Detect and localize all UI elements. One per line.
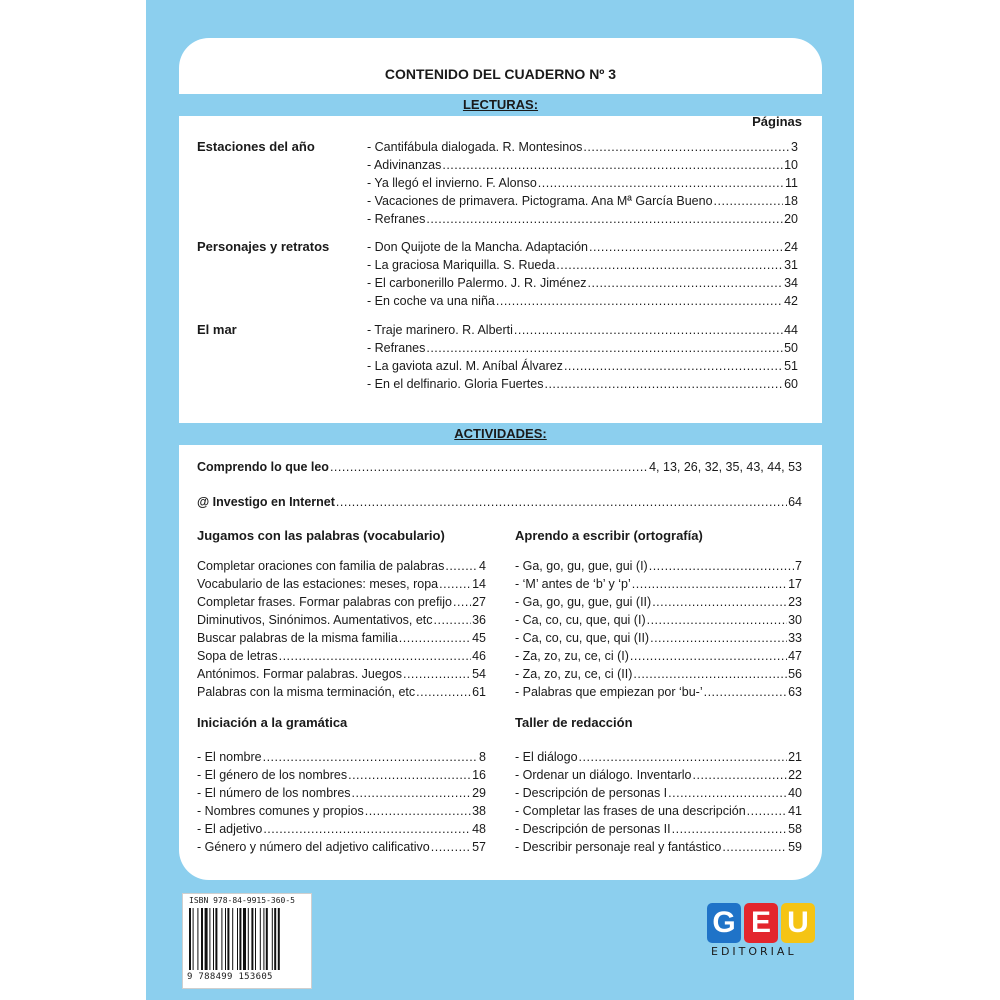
toc-entry: - Ca, co, cu, que, qui (II) ..... 33 bbox=[515, 629, 802, 647]
section-title-vocabulario: Jugamos con las palabras (vocabulario) bbox=[197, 528, 445, 543]
toc-entry: - La gaviota azul. M. Aníbal Álvarez ..... 51 bbox=[367, 357, 798, 375]
section-title-gramatica: Iniciación a la gramática bbox=[197, 715, 348, 730]
contents-panel bbox=[179, 38, 822, 880]
toc-entry: - La graciosa Mariquilla. S. Rueda ..... 31 bbox=[367, 256, 798, 274]
logo-subtitle: EDITORIAL bbox=[711, 945, 797, 958]
toc-entry-investigo: @ Investigo en Internet ..... 64 bbox=[197, 493, 802, 511]
section-title-ortografia: Aprendo a escribir (ortografía) bbox=[515, 528, 703, 543]
toc-entry: - El número de los nombres ..... 29 bbox=[197, 784, 486, 802]
toc-entry: - Refranes ..... 20 bbox=[367, 210, 798, 228]
toc-entry: - Za, zo, zu, ce, ci (II) ..... 56 bbox=[515, 665, 802, 683]
toc-entry: - Descripción de personas I ..... 40 bbox=[515, 784, 802, 802]
toc-entry: - Ga, go, gu, gue, gui (II) ..... 23 bbox=[515, 593, 802, 611]
toc-entry: - En coche va una niña ..... 42 bbox=[367, 292, 798, 310]
toc-entry: Antónimos. Formar palabras. Juegos ..... 54 bbox=[197, 665, 486, 683]
toc-entry: - El carbonerillo Palermo. J. R. Jiménez ..... 34 bbox=[367, 274, 798, 292]
toc-entry: - Vacaciones de primavera. Pictograma. Ana Mª García Bueno ..... 18 bbox=[367, 192, 798, 210]
toc-entry: - Completar las frases de una descripción ..... 41 bbox=[515, 802, 802, 820]
logo-letter-e: E bbox=[744, 903, 778, 943]
toc-entry: - El género de los nombres ..... 16 bbox=[197, 766, 486, 784]
toc-entry: - El nombre ..... 8 bbox=[197, 748, 486, 766]
category-estaciones: Estaciones del año bbox=[197, 139, 315, 154]
toc-entry: - Ga, go, gu, gue, gui (I) ..... 7 bbox=[515, 557, 802, 575]
toc-entry: Palabras con la misma terminación, etc ..... 61 bbox=[197, 683, 486, 701]
toc-entry: - Ca, co, cu, que, qui (I) ..... 30 bbox=[515, 611, 802, 629]
toc-entry: - El diálogo ..... 21 bbox=[515, 748, 802, 766]
isbn-label: ISBN 978-84-9915-360-5 bbox=[189, 896, 295, 905]
toc-entry: - Za, zo, zu, ce, ci (I) ..... 47 bbox=[515, 647, 802, 665]
toc-entry: - Describir personaje real y fantástico ..... 59 bbox=[515, 838, 802, 856]
toc-entry: - Género y número del adjetivo calificativo ..... 57 bbox=[197, 838, 486, 856]
toc-entry: - Ordenar un diálogo. Inventarlo ..... 22 bbox=[515, 766, 802, 784]
toc-entry: - Refranes ..... 50 bbox=[367, 339, 798, 357]
toc-entry: Completar oraciones con familia de palabras ..... 4 bbox=[197, 557, 486, 575]
toc-entry: - Ya llegó el invierno. F. Alonso ..... 11 bbox=[367, 174, 798, 192]
toc-entry: - Don Quijote de la Mancha. Adaptación ..... 24 bbox=[367, 238, 798, 256]
toc-entry: - En el delfinario. Gloria Fuertes ..... 60 bbox=[367, 375, 798, 393]
page-title: CONTENIDO DEL CUADERNO Nº 3 bbox=[384, 66, 617, 82]
barcode-number: 9 788499 153605 bbox=[187, 972, 273, 982]
toc-entry: Completar frases. Formar palabras con prefijo ..... 27 bbox=[197, 593, 486, 611]
lecturas-header: LECTURAS: bbox=[462, 97, 539, 112]
barcode-bars bbox=[189, 908, 305, 970]
actividades-header: ACTIVIDADES: bbox=[454, 426, 547, 441]
toc-entry: Diminutivos, Sinónimos. Aumentativos, etc ..... 36 bbox=[197, 611, 486, 629]
geu-editorial-logo bbox=[707, 903, 819, 959]
section-title-redaccion: Taller de redacción bbox=[515, 715, 633, 730]
actividades-band bbox=[179, 423, 822, 445]
category-mar: El mar bbox=[197, 322, 237, 337]
toc-entry: Vocabulario de las estaciones: meses, ropa ..... 14 bbox=[197, 575, 486, 593]
paginas-label: Páginas bbox=[752, 114, 802, 129]
toc-entry: - Traje marinero. R. Alberti ..... 44 bbox=[367, 321, 798, 339]
toc-entry-comprendo: Comprendo lo que leo ..... 4, 13, 26, 32, 35, 43, 44, 53 bbox=[197, 458, 802, 476]
logo-letter-u: U bbox=[781, 903, 815, 943]
toc-entry: - Cantifábula dialogada. R. Montesinos ..... 3 bbox=[367, 138, 798, 156]
barcode bbox=[182, 893, 312, 989]
toc-entry: - Descripción de personas II ..... 58 bbox=[515, 820, 802, 838]
toc-entry: - Adivinanzas ..... 10 bbox=[367, 156, 798, 174]
toc-entry: - Nombres comunes y propios ..... 38 bbox=[197, 802, 486, 820]
lecturas-band bbox=[179, 94, 822, 116]
toc-entry: - Palabras que empiezan por ‘bu-’ ..... 63 bbox=[515, 683, 802, 701]
logo-letter-g: G bbox=[707, 903, 741, 943]
toc-entry: Sopa de letras ..... 46 bbox=[197, 647, 486, 665]
toc-entry: - El adjetivo ..... 48 bbox=[197, 820, 486, 838]
toc-entry: - ‘M’ antes de ‘b’ y ‘p’ ..... 17 bbox=[515, 575, 802, 593]
category-personajes: Personajes y retratos bbox=[197, 239, 330, 254]
toc-entry: Buscar palabras de la misma familia ..... 45 bbox=[197, 629, 486, 647]
